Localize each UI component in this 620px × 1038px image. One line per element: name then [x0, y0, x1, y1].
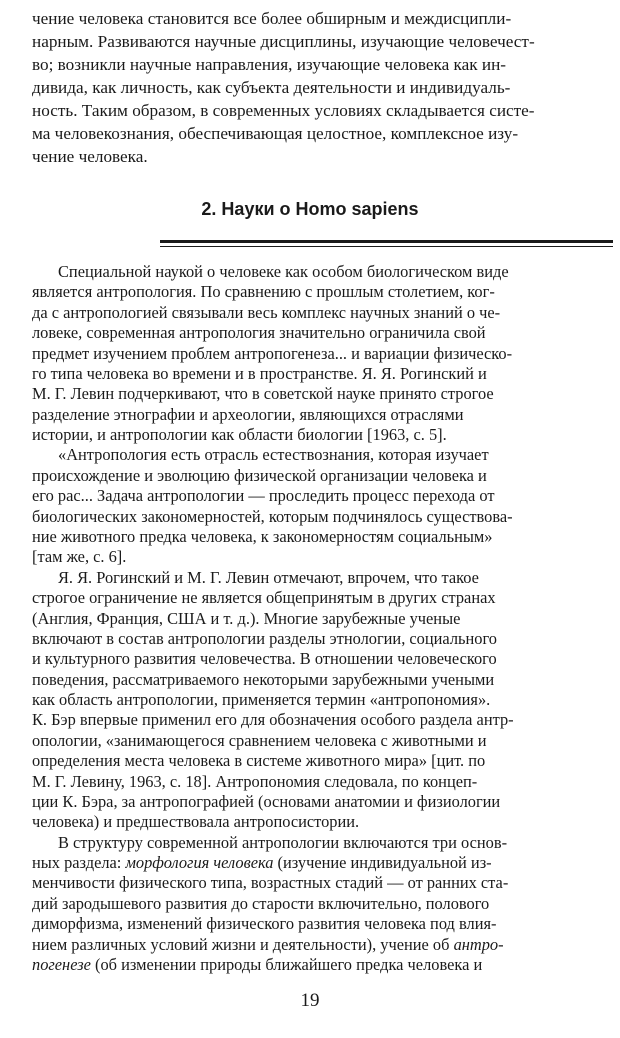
text-line: го типа человека во времени и в пространстве. Я. Я. Рогинский и	[32, 364, 487, 383]
text-line: во; возникли научные направления, изучающие человека как ин-	[32, 55, 507, 74]
heading-rule	[160, 240, 613, 243]
text-line: В структуру современной антропологии включаются три основ-	[58, 833, 508, 852]
text-line: человека) и предшествовала антропосистории.	[32, 812, 360, 831]
italic-term: морфология человека	[125, 853, 274, 872]
text-line: его рас... Задача антропологии — проследить процесс перехода от	[32, 486, 495, 505]
text-line: М. Г. Левин подчеркивают, что в советской науке принято строгое	[32, 384, 494, 403]
text-line: ность. Таким образом, в современных условиях складывается систе-	[32, 101, 535, 120]
text-line: происхождение и эволюцию физической организации человека и	[32, 466, 487, 485]
heading-rule	[160, 246, 613, 247]
text-line: Специальной наукой о человеке как особом биологическом виде	[58, 262, 509, 281]
text-line: опологии, «занимающегося сравнением человека с животными и	[32, 731, 487, 750]
text-line: ние животного предка человека, к закономерностям социальным»	[32, 527, 493, 546]
section-heading: 2. Науки о Homo sapiens	[201, 199, 419, 219]
text-line: ловеке, современная антропология значительно ограничила свой	[32, 323, 486, 342]
text-line: диморфизма, изменений физического развития человека под влия-	[32, 914, 497, 933]
text-line: нарным. Развиваются научные дисциплины, изучающие человечест-	[32, 32, 535, 51]
text-line: строгое ограничение не является общепринятым в других странах	[32, 588, 496, 607]
text-line: (Англия, Франция, США и т. д.). Многие зарубежные ученые	[32, 609, 461, 628]
text-line: биологических закономерностей, которым подчинялось существова-	[32, 507, 513, 526]
text-line: предмет изучением проблем антропогенеза... и вариации физическо-	[32, 344, 513, 363]
italic-term: антро-	[453, 935, 504, 954]
text-line: истории, и антропологии как области биологии [1963, с. 5].	[32, 425, 447, 444]
italic-term: погенезе	[32, 955, 91, 974]
text-line: определения места человека в системе животного мира» [цит. по	[32, 751, 486, 770]
text-line: как область антропологии, применяется термин «антропономия».	[32, 690, 491, 709]
text-line: К. Бэр впервые применил его для обозначения особого раздела антр-	[32, 710, 514, 729]
text-line: поведения, рассматриваемого некоторыми зарубежными учеными	[32, 670, 495, 689]
text-line: нием различных условий жизни и деятельности), учение об антро-	[32, 935, 504, 954]
text-line: чение человека.	[32, 147, 148, 166]
text-line: погенезе (об изменении природы ближайшего предка человека и	[32, 955, 483, 974]
text-line: менчивости физического типа, возрастных стадий — от ранних ста-	[32, 873, 509, 892]
text-line: «Антропология есть отрасль естествознания, которая изучает	[58, 445, 489, 464]
text-line: дий зародышевого развития до старости включительно, полового	[32, 894, 490, 913]
text-line: ма человекознания, обеспечивающая целостное, комплексное изу-	[32, 124, 519, 143]
text-line: да с антропологией связывали весь комплекс научных знаний о че-	[32, 303, 501, 322]
text-line: включают в состав антропологии разделы этнологии, социального	[32, 629, 497, 648]
text-line: ции К. Бэра, за антропографией (основами анатомии и физиологии	[32, 792, 501, 811]
text-line: Я. Я. Рогинский и М. Г. Левин отмечают, впрочем, что такое	[58, 568, 479, 587]
page-number: 19	[300, 990, 320, 1011]
text-line: ных раздела: морфология человека (изучение индивидуальной из-	[32, 853, 492, 872]
text-line: и культурного развития человечества. В отношении человеческого	[32, 649, 497, 668]
text-line: чение человека становится все более обширным и междисципли-	[32, 9, 512, 28]
text-line: является антропология. По сравнению с прошлым столетием, ког-	[32, 282, 495, 301]
text-line: разделение этнографии и археологии, являющихся отраслями	[32, 405, 464, 424]
text-line: М. Г. Левину, 1963, с. 18]. Антропономия следовала, по концеп-	[32, 772, 478, 791]
text-line: дивида, как личность, как субъекта деятельности и индивидуаль-	[32, 78, 511, 97]
text-line: [там же, с. 6].	[32, 547, 127, 566]
